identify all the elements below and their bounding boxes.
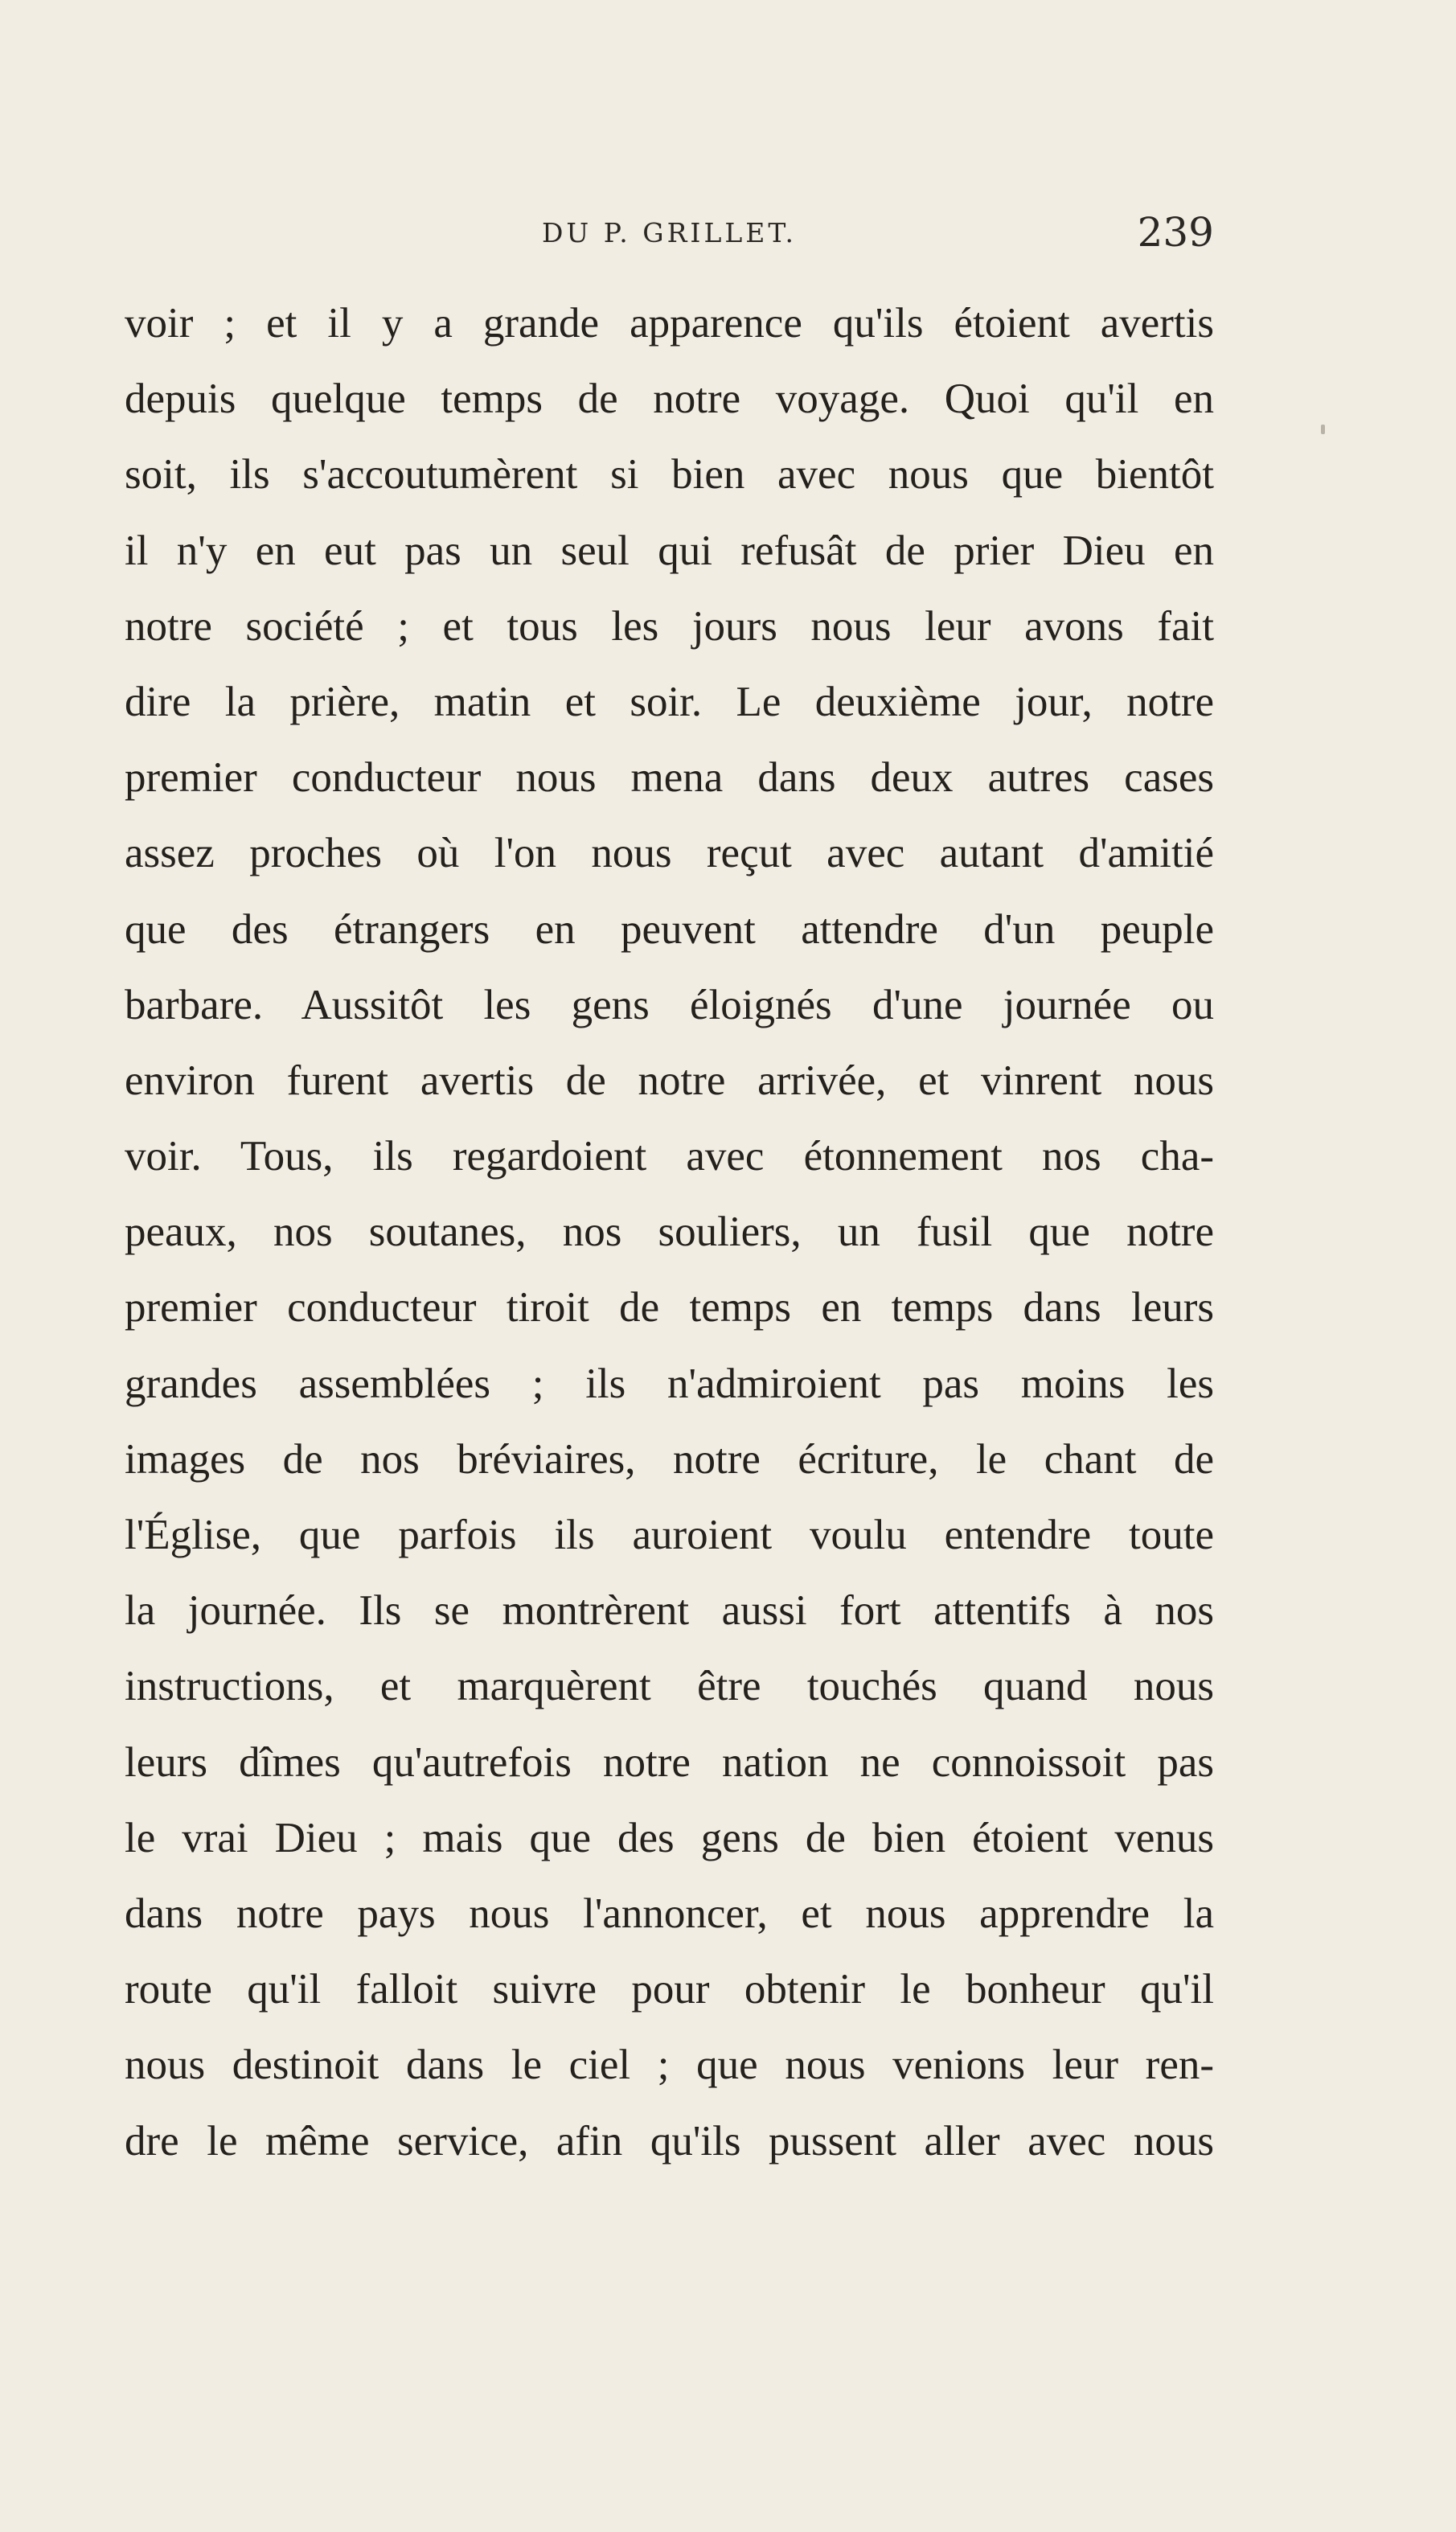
text-line: que des étrangers en peuvent attendre d'un peuple <box>125 905 1214 953</box>
paper-speck <box>1321 425 1325 434</box>
page-number: 239 <box>1137 209 1214 256</box>
running-title: DU P. GRILLET. <box>541 217 798 248</box>
text-line: route qu'il falloit suivre pour obtenir le bonheur qu'il <box>125 1966 1214 2013</box>
text-line: notre société ; et tous les jours nous leur avons fait <box>125 602 1214 650</box>
text-line: dire la prière, matin et soir. Le deuxième jour, notre <box>125 678 1214 725</box>
text-line: dre le même service, afin qu'ils pussent aller avec nous <box>125 2117 1214 2165</box>
text-line: peaux, nos soutanes, nos souliers, un fusil que notre <box>125 1209 1214 1256</box>
text-line: images de nos bréviaires, notre écriture, le chant de <box>125 1435 1214 1483</box>
text-line: l'Église, que parfois ils auroient voulu entendre toute <box>125 1512 1214 1558</box>
body-text <box>125 285 1214 2179</box>
text-line: voir. Tous, ils regardoient avec étonnement nos cha- <box>125 1133 1214 1180</box>
text-line: nous destinoit dans le ciel ; que nous venions leur ren- <box>125 2042 1214 2089</box>
text-line: premier conducteur tiroit de temps en temps dans leurs <box>125 1284 1214 1332</box>
text-line: la journée. Ils se montrèrent aussi fort attentifs à nos <box>125 1587 1214 1635</box>
text-line: assez proches où l'on nous reçut avec autant d'amitié <box>125 830 1214 877</box>
text-line: leurs dîmes qu'autrefois notre nation ne connoissoit pas <box>125 1738 1214 1786</box>
text-line: barbare. Aussitôt les gens éloignés d'une journée ou <box>125 981 1214 1028</box>
text-line: il n'y en eut pas un seul qui refusât de prier Dieu en <box>125 527 1214 574</box>
text-line: instructions, et marquèrent être touchés quand nous <box>125 1663 1214 1710</box>
text-line: environ furent avertis de notre arrivée, et vinrent nous <box>125 1057 1214 1104</box>
text-line: depuis quelque temps de notre voyage. Quoi qu'il en <box>125 375 1214 423</box>
text-line: le vrai Dieu ; mais que des gens de bien étoient venus <box>125 1814 1214 1861</box>
running-head <box>125 209 1214 265</box>
text-line: premier conducteur nous mena dans deux autres cases <box>125 754 1214 802</box>
text-line: voir ; et il y a grande apparence qu'ils étoient avertis <box>125 300 1214 347</box>
text-line: grandes assemblées ; ils n'admiroient pas moins les <box>125 1360 1214 1407</box>
text-line: soit, ils s'accoutumèrent si bien avec nous que bientôt <box>125 451 1214 499</box>
text-line: dans notre pays nous l'annoncer, et nous apprendre la <box>125 1890 1214 1937</box>
